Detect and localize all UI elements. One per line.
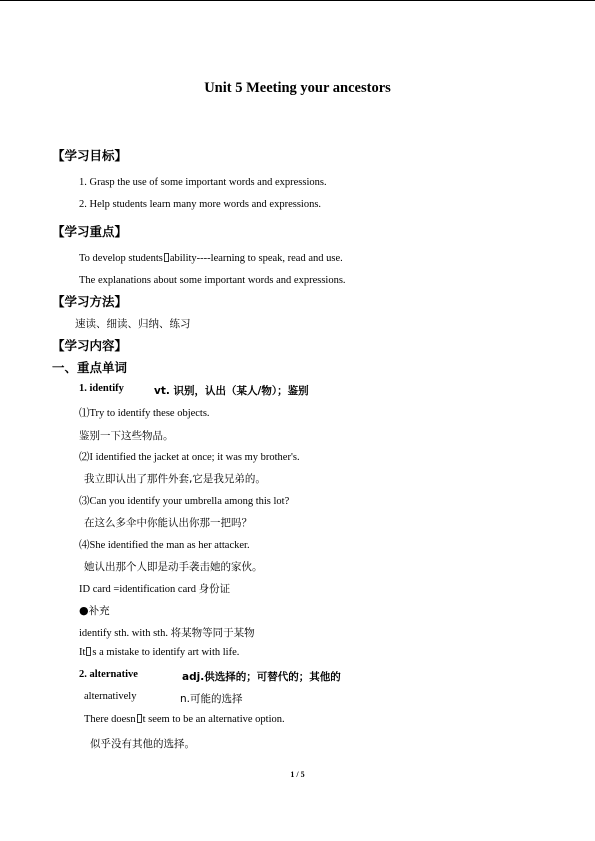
bullet-icon: ●	[79, 604, 89, 617]
word-1-example-4-en: ⑷She identified the man as her attacker.	[79, 540, 250, 551]
missing-glyph-box	[164, 253, 169, 262]
phrase-example-part-b: s a mistake to identify art with life.	[92, 647, 240, 658]
word-1-example-4-cn: 她认出那个人即是动手袭击她的家伙。	[84, 561, 263, 573]
missing-glyph-box	[86, 647, 91, 656]
word-1-example-2-en: ⑵I identified the jacket at once; it was my brother's.	[79, 452, 300, 463]
key-point-line-1	[79, 253, 343, 264]
key-point-line-2: The explanations about some important words and expressions.	[79, 275, 346, 286]
word-1-example-2-cn: 我立即认出了那件外套,它是我兄弟的。	[84, 473, 266, 485]
word-2-example-en	[84, 714, 285, 725]
word-1-example-3-en: ⑶Can you identify your umbrella among this lot?	[79, 496, 290, 507]
word-1-head: 1. identify	[79, 383, 124, 394]
supplement-label	[79, 603, 110, 618]
objective-item-2: 2. Help students learn many more words and expressions.	[79, 199, 322, 210]
objective-item-1: 1. Grasp the use of some important words and expressions.	[79, 177, 327, 188]
word-1-phrase-example	[79, 647, 239, 658]
word-2-example-cn: 似乎没有其他的选择。	[90, 738, 195, 750]
objectives-heading: 【学习目标】	[52, 148, 128, 163]
key-points-heading: 【学习重点】	[52, 224, 128, 239]
word-1-definition: vt. 识别，认出（某人/物）；鉴别	[154, 385, 309, 397]
phrase-example-part-a: It	[79, 647, 86, 658]
word-1-example-1-en: ⑴Try to identify these objects.	[79, 408, 210, 419]
word-2-definition: adj.供选择的；可替代的；其他的	[182, 671, 341, 683]
word-2-example-part-b: t seem to be an alternative option.	[142, 714, 285, 725]
key-point-line-1-part-a: To develop students	[79, 253, 163, 264]
word-2-example-part-a: There doesn	[84, 714, 136, 725]
word-2-derived: alternatively	[84, 691, 137, 702]
supplement-text: 补充	[88, 605, 110, 617]
word-1-example-3-cn: 在这么多伞中你能认出你那一把吗？	[84, 517, 252, 529]
word-1-phrase: identify sth. with sth. 将某物等同于某物	[79, 628, 255, 639]
word-2-derived-definition: n.可能的选择	[180, 693, 243, 705]
content-heading: 【学习内容】	[52, 338, 128, 353]
page-number: 1 / 5	[290, 770, 305, 779]
document-title: Unit 5 Meeting your ancestors	[204, 80, 391, 96]
missing-glyph-box	[137, 714, 142, 723]
methods-heading: 【学习方法】	[52, 294, 128, 309]
id-card-note: ID card =identification card 身份证	[79, 584, 231, 595]
section-1-heading: 一、重点单词	[52, 360, 128, 375]
key-point-line-1-part-b: ability----learning to speak, read and use.	[169, 253, 343, 264]
methods-text: 速读、细读、归纳、练习	[75, 318, 191, 330]
word-2-head: 2. alternative	[79, 669, 138, 680]
word-1-example-1-cn: 鉴别一下这些物品。	[79, 430, 174, 442]
